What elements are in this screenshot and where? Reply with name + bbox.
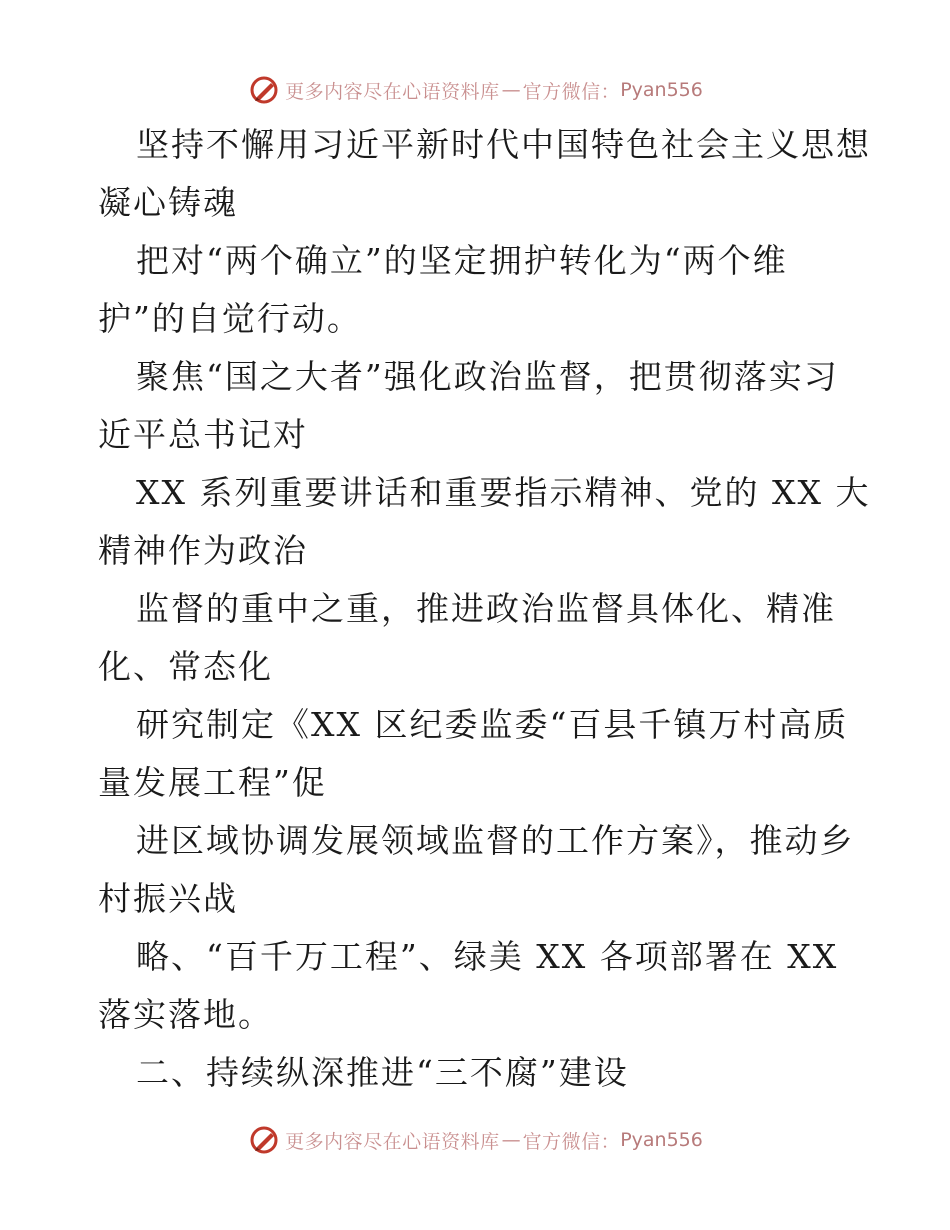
paragraph-line: 进区域协调发展领域监督的工作方案》，推动乡 <box>136 821 855 860</box>
footer-watermark <box>0 1120 950 1160</box>
pen-logo-icon <box>247 1123 281 1157</box>
paragraph-line: 精神作为政治 <box>98 531 308 570</box>
watermark-separator: — <box>501 79 521 101</box>
watermark-label: 官方微信： <box>522 80 621 103</box>
paragraph-line: 研究制定《XX 区纪委监委“百县千镇万村高质 <box>136 705 849 744</box>
pen-logo-icon <box>247 73 281 107</box>
paragraph-line: 近平总书记对 <box>98 415 308 454</box>
section-heading: 二、持续纵深推进“三不腐”建设 <box>136 1053 629 1092</box>
paragraph-line: 化、常态化 <box>98 647 273 686</box>
watermark-text: 更多内容尽在心语资料库 <box>285 1130 500 1153</box>
paragraph-line: 凝心铸魂 <box>98 183 238 222</box>
watermark-brand: Pyan556 <box>620 79 703 101</box>
watermark-label: 官方微信： <box>522 1130 621 1153</box>
watermark-text: 更多内容尽在心语资料库 <box>285 80 500 103</box>
paragraph-line: 落实落地。 <box>98 995 273 1034</box>
paragraph-line: 村振兴战 <box>98 879 238 918</box>
paragraph-line: 略、“百千万工程”、绿美 XX 各项部署在 XX <box>136 937 839 976</box>
paragraph-line: 坚持不懈用习近平新时代中国特色社会主义思想 <box>136 125 871 164</box>
document-body <box>98 116 871 1102</box>
paragraph-line: 把对“两个确立”的坚定拥护转化为“两个维 <box>136 241 788 280</box>
paragraph-line: 量发展工程”促 <box>98 763 327 802</box>
paragraph-line: 聚焦“国之大者”强化政治监督，把贯彻落实习 <box>136 357 839 396</box>
paragraph-line: 监督的重中之重，推进政治监督具体化、精准 <box>136 589 836 628</box>
paragraph-line: 护”的自觉行动。 <box>98 299 362 338</box>
watermark-brand: Pyan556 <box>620 1129 703 1151</box>
header-watermark <box>0 70 950 110</box>
paragraph-line: XX 系列重要讲话和重要指示精神、党的 XX 大 <box>136 473 871 512</box>
watermark-separator: — <box>501 1129 521 1151</box>
